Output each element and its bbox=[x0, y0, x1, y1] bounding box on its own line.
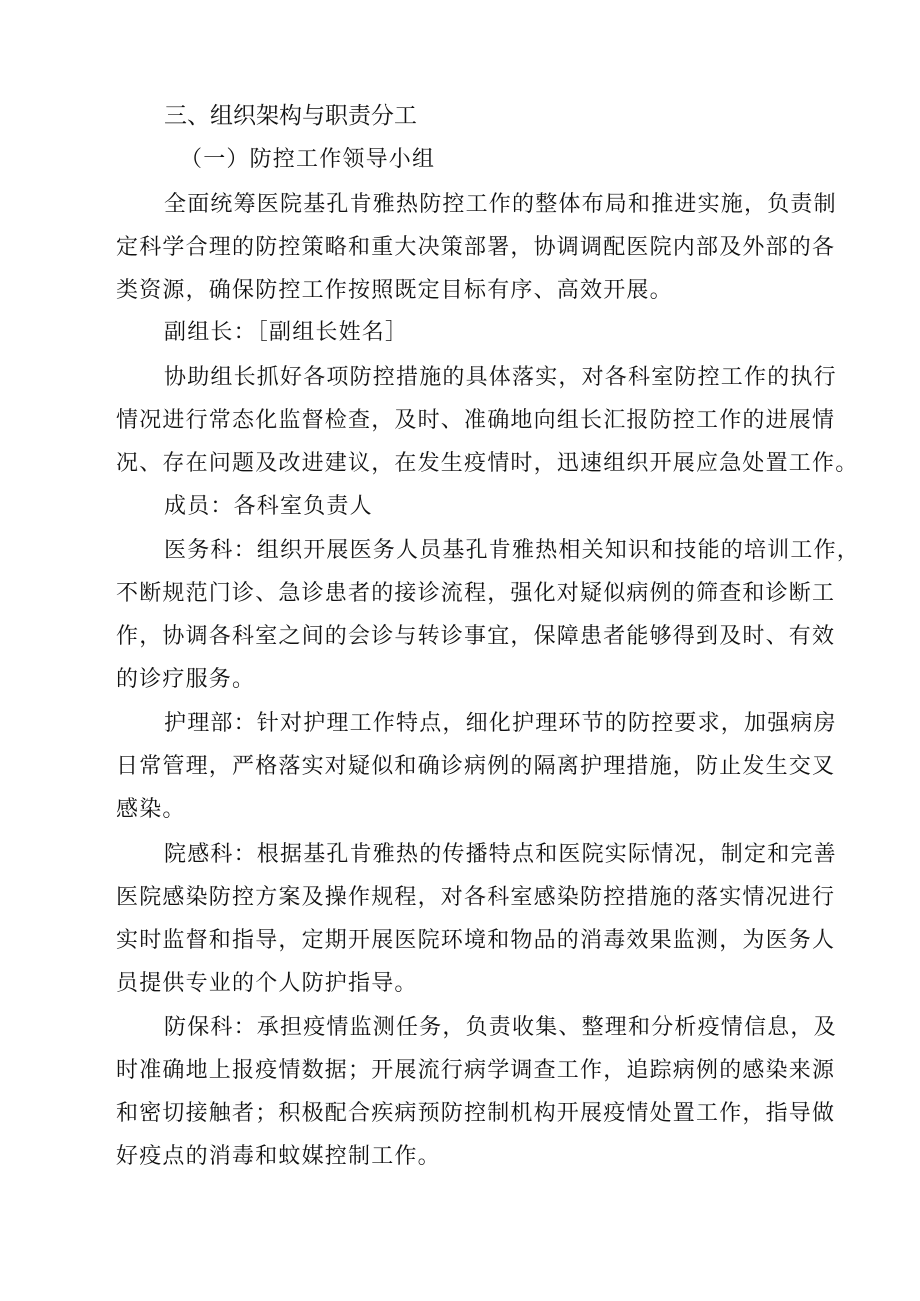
paragraph-line: 情况进行常态化监督检查，及时、准确地向组长汇报防控工作的进展情 bbox=[116, 408, 836, 433]
paragraph-line: 员提供专业的个人防护指导。 bbox=[116, 971, 418, 996]
paragraph-line: 的诊疗服务。 bbox=[116, 667, 256, 692]
subsection-title: （一）防控工作领导小组 bbox=[180, 147, 436, 172]
paragraph-line: 感染。 bbox=[116, 797, 186, 822]
members-line: 成员：各科室负责人 bbox=[164, 494, 373, 519]
paragraph-line: 全面统筹医院基孔肯雅热防控工作的整体布局和推进实施，负责制 bbox=[164, 192, 837, 217]
paragraph-line: 防保科：承担疫情监测任务，负责收集、整理和分析疫情信息，及 bbox=[164, 1015, 837, 1040]
paragraph-line: 类资源，确保防控工作按照既定目标有序、高效开展。 bbox=[116, 278, 673, 303]
deputy-leader-line: 副组长：［副组长姓名］ bbox=[164, 320, 409, 345]
paragraph-line: 和密切接触者；积极配合疾病预防控制机构开展疫情处置工作，指导做 bbox=[116, 1101, 836, 1126]
paragraph-line: 实时监督和指导，定期开展医院环境和物品的消毒效果监测，为医务人 bbox=[116, 928, 836, 953]
paragraph-line: 协助组长抓好各项防控措施的具体落实，对各科室防控工作的执行 bbox=[164, 365, 837, 390]
paragraph-line: 院感科：根据基孔肯雅热的传播特点和医院实际情况，制定和完善 bbox=[164, 842, 837, 867]
paragraph-line: 定科学合理的防控策略和重大决策部署，协调调配医院内部及外部的各 bbox=[116, 235, 836, 260]
paragraph-line: 护理部：针对护理工作特点，细化护理环节的防控要求，加强病房 bbox=[164, 711, 837, 736]
paragraph-line: 况、存在问题及改进建议，在发生疫情时，迅速组织开展应急处置工作。 bbox=[116, 451, 859, 476]
paragraph-line: 好疫点的消毒和蚊媒控制工作。 bbox=[116, 1144, 441, 1169]
paragraph-line: 日常管理，严格落实对疑似和确诊病例的隔离护理措施，防止发生交叉 bbox=[116, 754, 836, 779]
section-title: 三、组织架构与职责分工 bbox=[164, 103, 417, 129]
paragraph-line: 作，协调各科室之间的会诊与转诊事宜，保障患者能够得到及时、有效 bbox=[116, 624, 836, 649]
paragraph-line: 不断规范门诊、急诊患者的接诊流程，强化对疑似病例的筛查和诊断工 bbox=[116, 581, 836, 606]
paragraph-line: 医院感染防控方案及操作规程，对各科室感染防控措施的落实情况进行 bbox=[116, 885, 836, 910]
paragraph-line: 时准确地上报疫情数据；开展流行病学调查工作，追踪病例的感染来源 bbox=[116, 1058, 836, 1083]
paragraph-line: 医务科：组织开展医务人员基孔肯雅热相关知识和技能的培训工作， bbox=[164, 538, 861, 563]
